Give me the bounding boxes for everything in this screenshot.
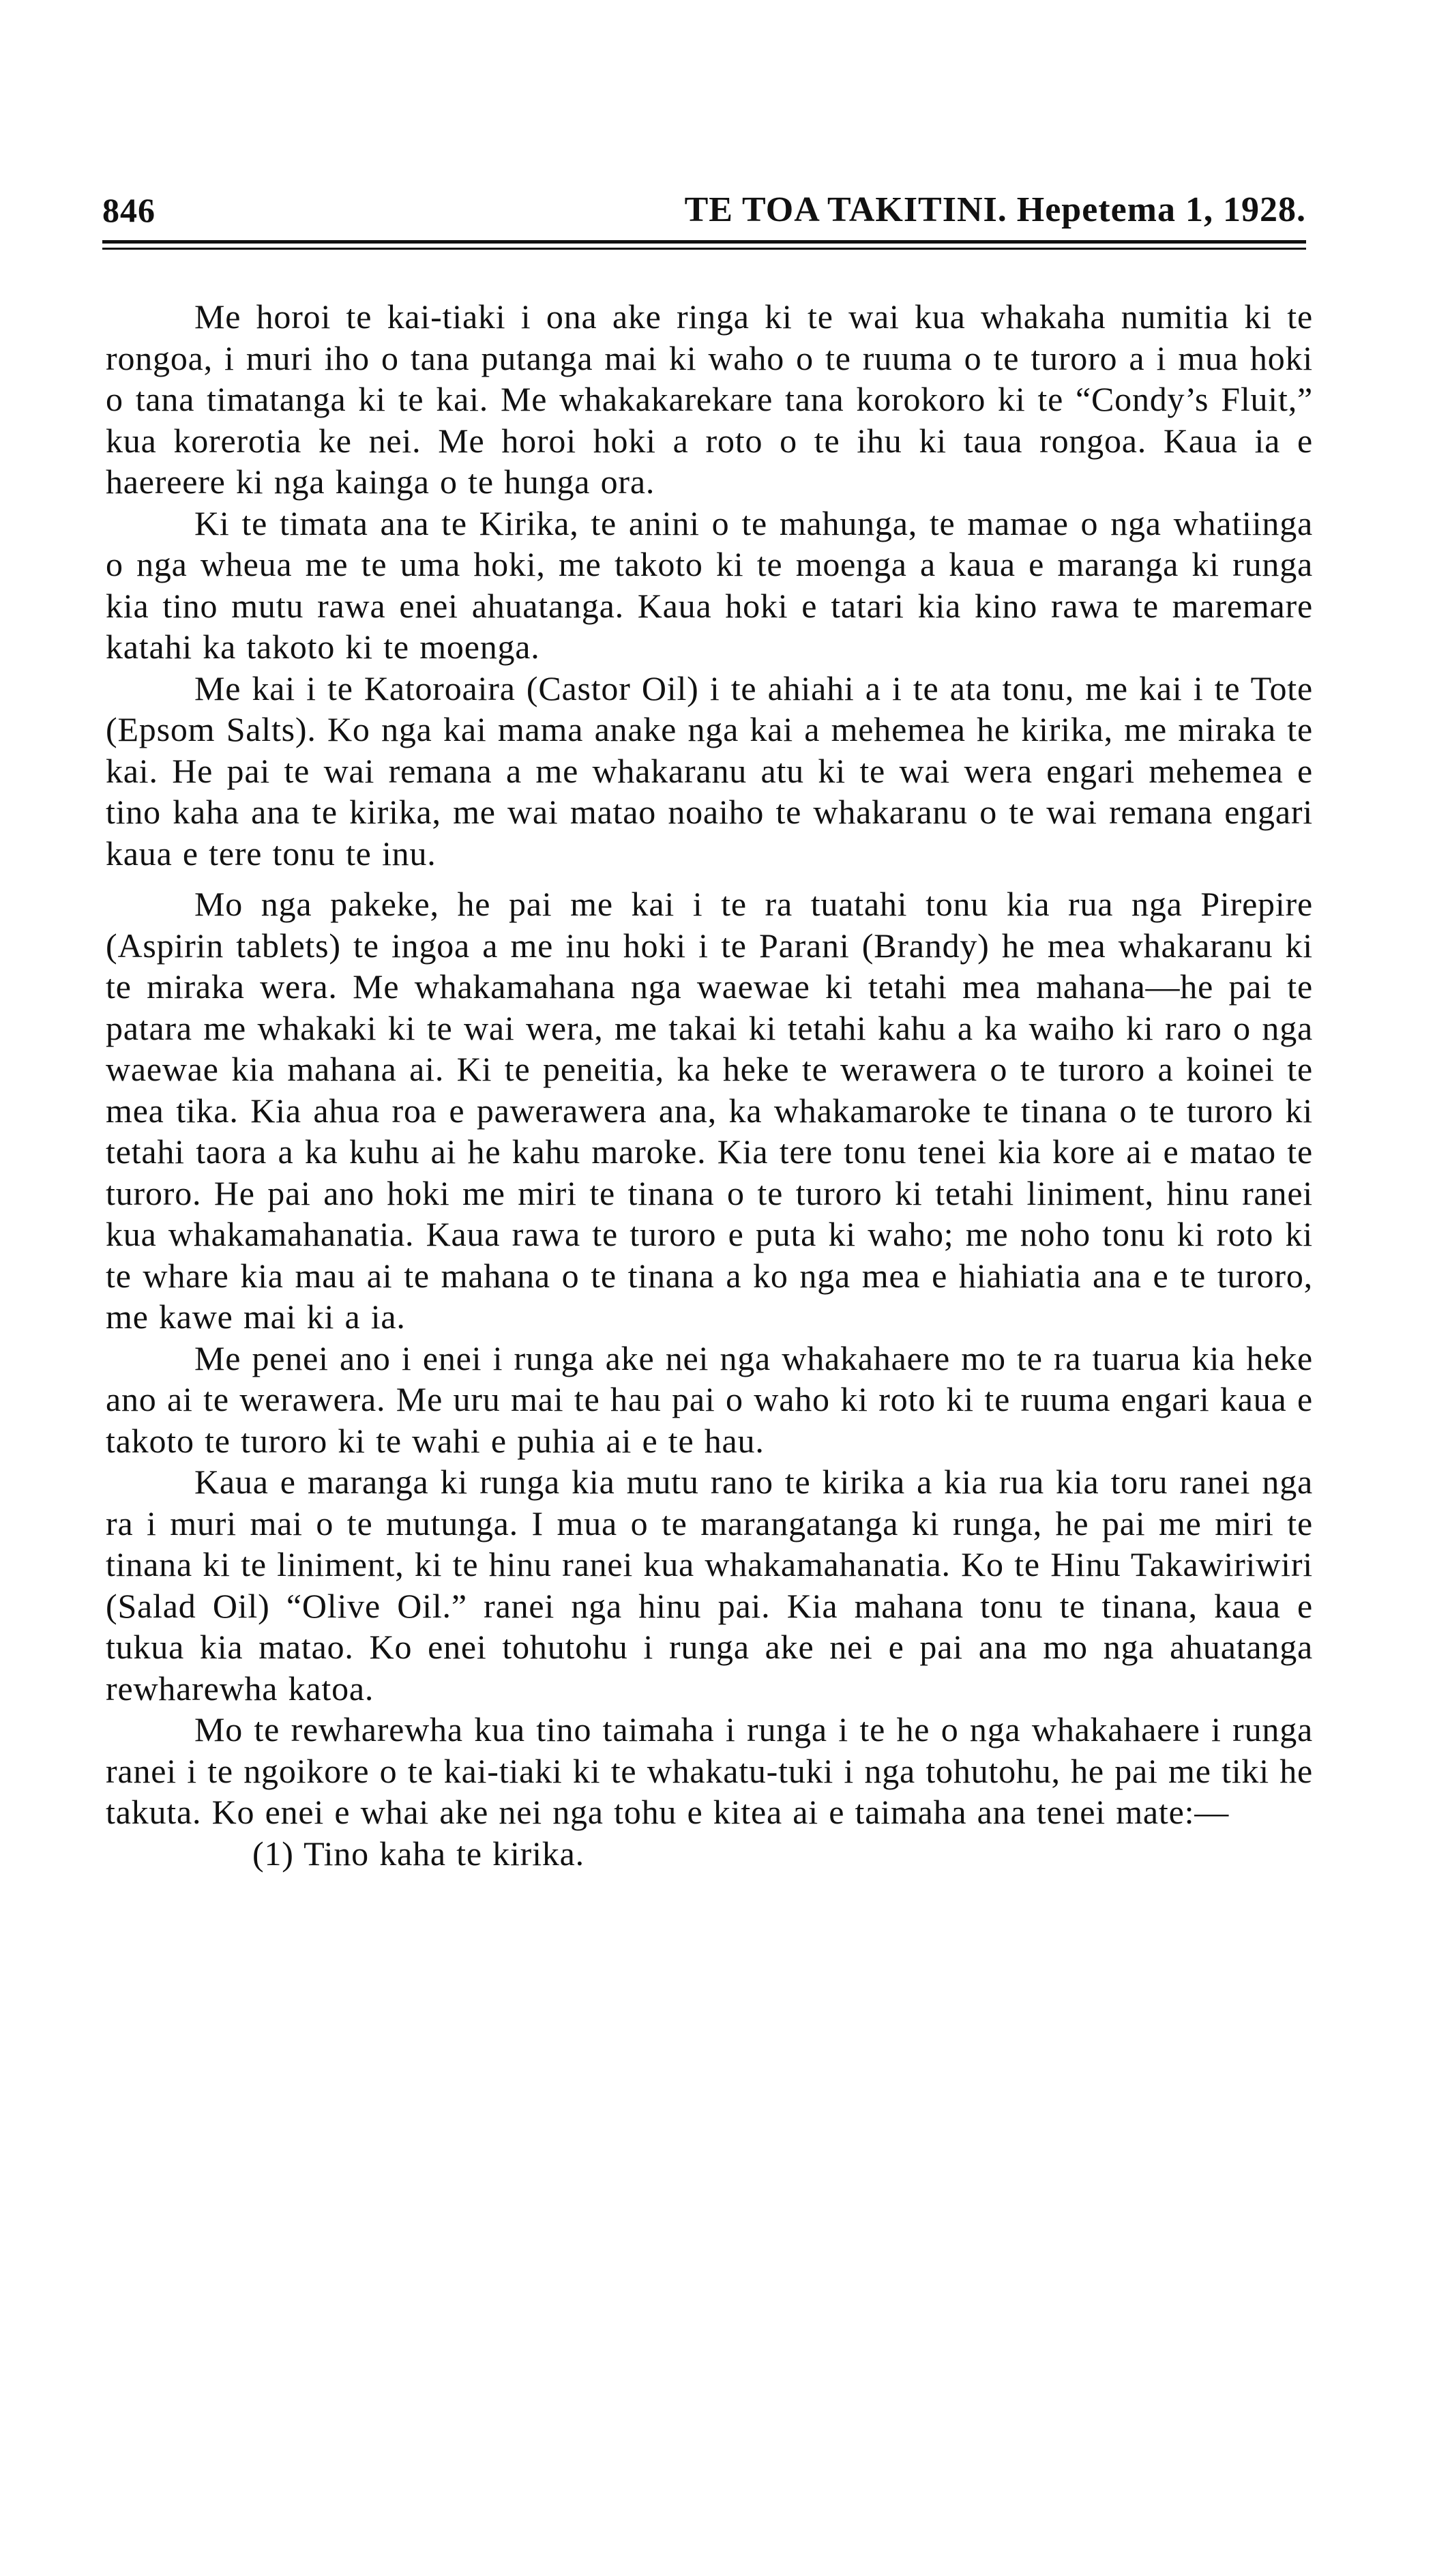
paragraph: Me horoi te kai-tiaki i ona ake ringa ki te wai kua whakaha numitia ki te rongoa, i muri iho o tana putanga mai ki waho o te ruuma o te turoro a i mua hoki o tana timatanga ki te kai. Me whakakarekare tana korokoro ki te “Condy’s Fluit,” kua korerotia ke nei. Me horoi hoki a roto o te ihu ki taua rongoa. Kaua ia e haereere ki nga kainga o te hunga ora. <box>106 297 1313 501</box>
page-header <box>102 190 1306 231</box>
paragraph: Mo nga pakeke, he pai me kai i te ra tuatahi tonu kia rua nga Pirepire (Aspirin tablets) te ingoa a me inu hoki i te Parani (Brandy) he mea whakaranu ki te miraka wera. Me whakamahana nga waewae ki tetahi mea mahana—he pai te patara me whakaki ki te wai wera, me takai ki tetahi kahu a ka waiho ki raro o nga waewae kia mahana ai. Ki te peneitia, ka heke te werawera o te turoro a koinei te mea tika. Kia ahua roa e pawerawera ana, ka whakamaroke te tinana o te turoro ki tetahi taora a ka kuhu ai he kahu maroke. Kia tere tonu tenei kia kore ai e matao te turoro. He pai ano hoki me miri te tinana o te turoro ki tetahi liniment, hinu ranei kua whakamahanatia. Kaua rawa te turoro e puta ki waho; me noho tonu ki roto ki te whare kia mau ai te mahana o te tinana a ko nga mea e hiahiatia ana e te turoro, me kawe mai ki a ia. <box>106 885 1313 1336</box>
paragraph: Me penei ano i enei i runga ake nei nga whakahaere mo te ra tuarua kia heke ano ai te werawera. Me uru mai te hau pai o waho ki roto ki te ruuma engari kaua e takoto te turoro ki te wahi e puhia ai e te hau. <box>106 1338 1313 1460</box>
page-number: 846 <box>102 191 156 229</box>
header-rule-thick <box>102 240 1306 244</box>
paragraph: Me kai i te Katoroaira (Castor Oil) i te ahiahi a i te ata tonu, me kai i te Tote (Epsom Salts). Ko nga kai mama anake nga kai a mehemea he kirika, me miraka te kai. He pai te wai remana a me whakaranu atu ki te wai wera engari mehemea e tino kaha ana te kirika, me wai matao noaiho te whakaranu o te wai remana engari kaua e tere tonu te inu. <box>106 669 1313 873</box>
paragraph: Mo te rewharewha kua tino taimaha i runga i te he o nga whakahaere i runga ranei i te ngoikore o te kai-tiaki ki te whakatu-tuki i nga tohutohu, he pai me tiki he takuta. Ko enei e whai ake nei nga tohu e kitea ai e taimaha ana tenei mate:— <box>106 1710 1313 1831</box>
running-title: TE TOA TAKITINI. Hepetema 1, 1928. <box>684 190 1306 229</box>
paragraph: Ki te timata ana te Kirika, te anini o te mahunga, te mamae o nga whatiinga o nga wheua me te uma hoki, me takoto ki te moenga a kaua e maranga ki runga kia tino mutu rawa enei ahuatanga. Kaua hoki e tatari kia kino rawa te maremare katahi ka takoto ki te moenga. <box>106 503 1313 666</box>
body-text <box>106 296 1313 1874</box>
paragraph: Kaua e maranga ki runga kia mutu rano te kirika a kia rua kia toru ranei nga ra i muri mai o te mutunga. I mua o te marangatanga ki runga, he pai me miri te tinana ki te liniment, ki te hinu ranei kua whakamahanatia. Ko te Hinu Takawiriwiri (Salad Oil) “Olive Oil.” ranei nga hinu pai. Kia mahana tonu te tinana, kaua e tukua kia matao. Ko enei tohutohu i runga ake nei e pai ana mo nga ahuatanga rewharewha katoa. <box>106 1463 1313 1708</box>
list-item: (1) Tino kaha te kirika. <box>252 1834 585 1873</box>
header-rule-thin <box>102 248 1306 250</box>
